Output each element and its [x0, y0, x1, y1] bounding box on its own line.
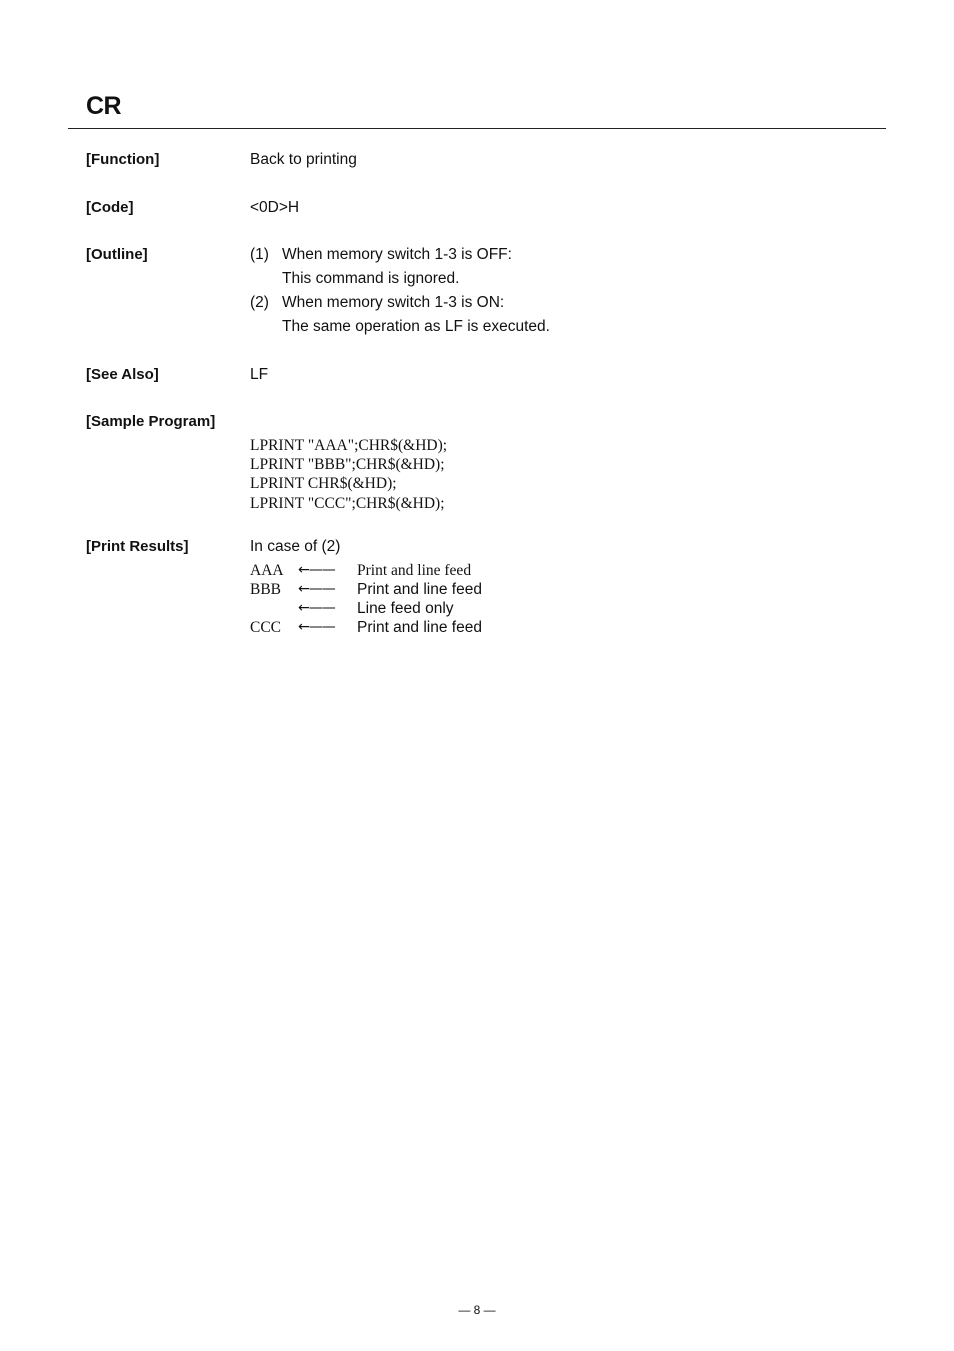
function-label: [Function]	[86, 151, 160, 168]
outline-label: [Outline]	[86, 246, 148, 263]
left-arrow-icon: ←——	[298, 600, 335, 616]
print-results-label: [Print Results]	[86, 538, 189, 555]
sample-program-line: LPRINT "BBB";CHR$(&HD);	[250, 456, 445, 473]
print-output: CCC	[250, 619, 282, 636]
see-also-value: LF	[250, 366, 269, 383]
print-results-intro: In case of (2)	[250, 538, 341, 555]
sample-program-label: [Sample Program]	[86, 413, 216, 430]
print-output: BBB	[250, 581, 282, 598]
left-arrow-icon: ←——	[298, 562, 335, 578]
print-note: Print and line feed	[357, 581, 482, 598]
print-note: Print and line feed	[357, 619, 482, 636]
outline-item-condition: When memory switch 1-3 is ON:	[282, 294, 505, 311]
sample-program-line: LPRINT "CCC";CHR$(&HD);	[250, 495, 445, 512]
left-arrow-icon: ←——	[298, 619, 335, 635]
left-arrow-icon: ←——	[298, 581, 335, 597]
title-divider	[68, 128, 886, 129]
print-note: Print and line feed	[357, 562, 472, 579]
sample-program-line: LPRINT CHR$(&HD);	[250, 475, 397, 492]
outline-item-result: This command is ignored.	[282, 270, 460, 287]
print-note: Line feed only	[357, 600, 454, 617]
outline-item-number: (2)	[250, 294, 269, 311]
outline-item-result: The same operation as LF is executed.	[282, 318, 550, 335]
code-label: [Code]	[86, 199, 134, 216]
function-value: Back to printing	[250, 151, 357, 168]
print-output: AAA	[250, 562, 284, 579]
page-number: — 8 —	[458, 1303, 496, 1317]
sample-program-line: LPRINT "AAA";CHR$(&HD);	[250, 437, 448, 454]
see-also-label: [See Also]	[86, 366, 159, 383]
page-title: CR	[86, 92, 122, 120]
code-value: <0D>H	[250, 199, 300, 216]
outline-item-condition: When memory switch 1-3 is OFF:	[282, 246, 512, 263]
outline-item-number: (1)	[250, 246, 269, 263]
